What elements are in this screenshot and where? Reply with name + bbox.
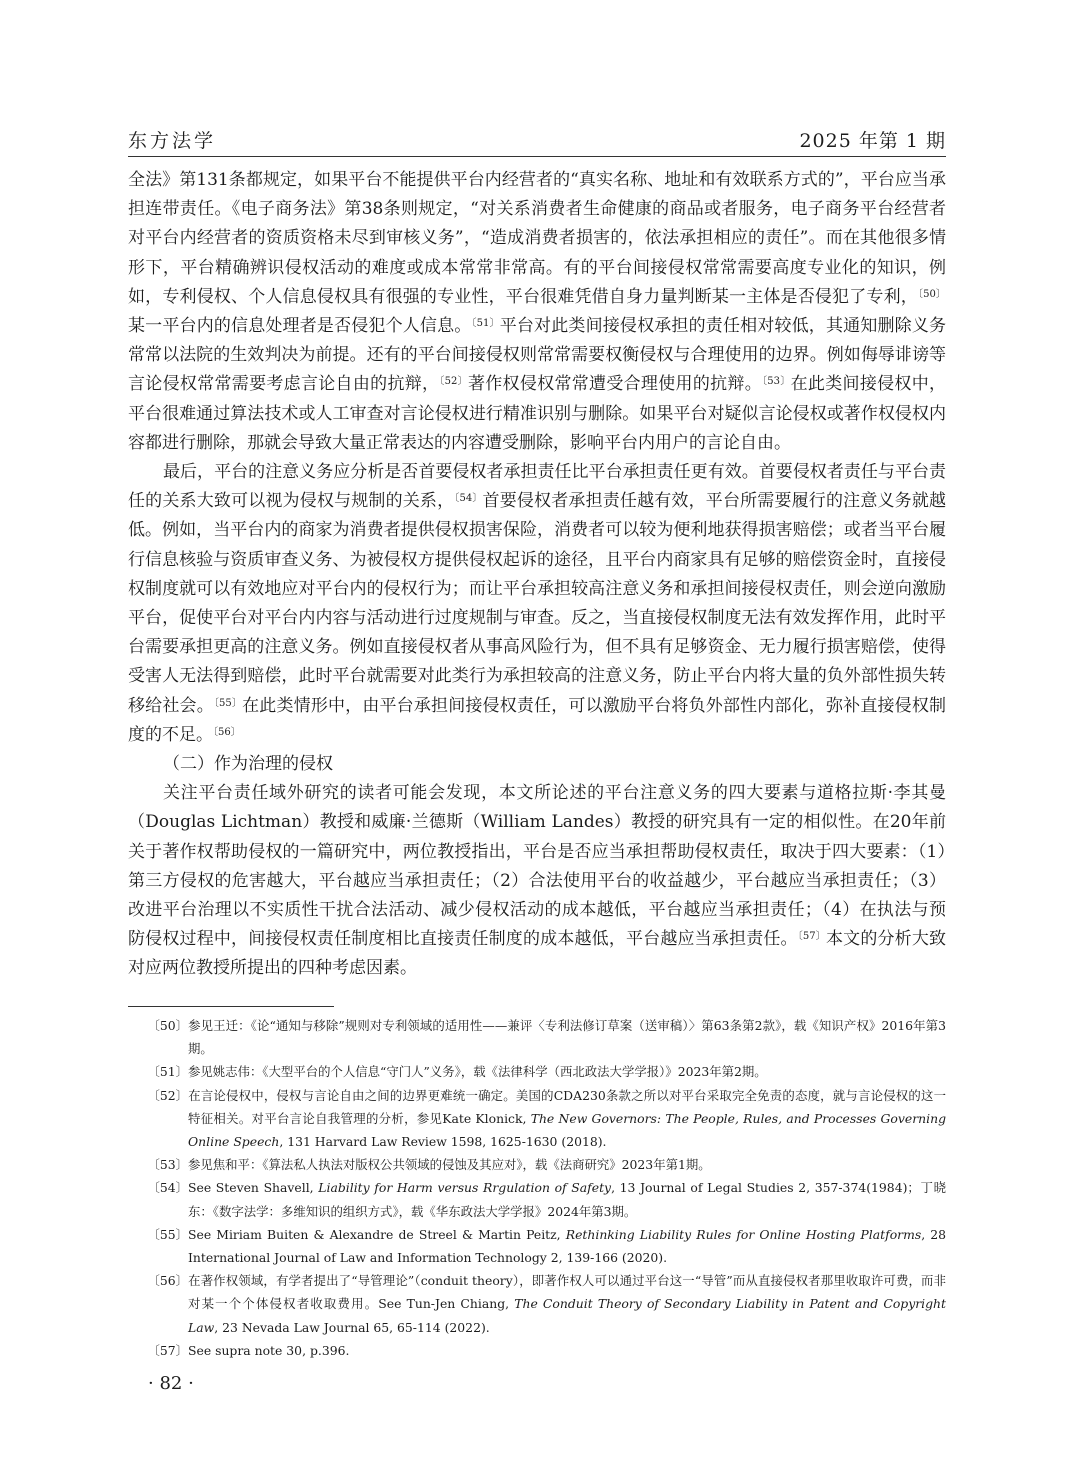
italic-title: The New Governors: The People, Rules, and Processes Governing Online Speech — [188, 1110, 947, 1150]
text-run: 最后，平台的注意义务应分析是否首要侵权者承担责任比平台承担责任更有效。首要侵权者责任与平台责任的关系大致可以视为侵权与规制的关系， — [128, 462, 946, 512]
footnote-ref[interactable]: 〔50〕 — [917, 288, 946, 300]
footnote-ref[interactable]: 〔56〕 — [213, 726, 241, 738]
text-run: 在此类情形中，由平台承担间接侵权责任，可以激励平台将负外部性内部化，弥补直接侵权制度的不足。 — [128, 695, 947, 745]
footnote — [128, 1269, 946, 1339]
footnote — [128, 1223, 946, 1269]
italic-title: Rethinking Liability Rules for Online Hosting Platforms — [565, 1226, 922, 1242]
paragraph — [128, 779, 946, 983]
text-run: 全法》第131条都规定，如果平台不能提供平台内经营者的“真实名称、地址和有效联系方式的”，平台应当承担连带责任。《电子商务法》第38条则规定，“对关系消费者生命健康的商品或者服务，电子商务平台经营者对平台内经营者的资质资格未尽到审核义务”，“造成消费者损害的，依法承担相应的责任”。而在其他很多情形下，平台精确辨识侵权活动的难度或成本常常非常高。有的平台间接侵权常常需要高度专业化的知识，例如，专利侵权、个人信息侵权具有很强的专业性，平台很难凭借自身力量判断某一主体是否侵犯了专利， — [128, 170, 946, 307]
text-run: 在言论侵权中，侵权与言论自由之间的边界更难统一确定。美国的CDA230条款之所以对平台采取完全免责的态度，就与言论侵权的这一特征相关。对平台言论自我管理的分析，参见Kate Klonick, — [188, 1087, 946, 1126]
footnote-label: 〔55〕 — [147, 1226, 188, 1242]
text-run: , 23 Nevada Law Journal 65, 65-114 (2022). — [214, 1319, 490, 1335]
footnote-ref[interactable]: 〔53〕 — [762, 376, 791, 388]
footnote-label: 〔51〕 — [147, 1064, 188, 1080]
text-run: See Steven Shavell, — [188, 1180, 319, 1196]
issue-label: 2025 年第 1 期 — [799, 130, 946, 152]
footnote-ref[interactable]: 〔57〕 — [797, 931, 826, 943]
footnote — [128, 1153, 946, 1176]
text-run: 首要侵权者承担责任越有效，平台所需要履行的注意义务就越低。例如，当平台内的商家为消费者提供侵权损害保险，消费者可以较为便利地获得损害赔偿；或者当平台履行信息核验与资质审查义务、为被侵权方提供侵权起诉的途径，且平台内商家具有足够的赔偿资金时，直接侵权制度就可以有效地应对平台内的侵权行为；而让平台承担较高注意义务和承担间接侵权责任，则会逆向激励平台，促使平台对平台内内容与活动进行过度规制与审查。反之，当直接侵权制度无法有效发挥作用，此时平台需要承担更高的注意义务。例如直接侵权者从事高风险行为，但不具有足够资金、无力履行损害赔偿，使得受害人无法得到赔偿，此时平台就需要对此类行为承担较高的注意义务，防止平台内将大量的负外部性损失转移给社会。 — [128, 491, 947, 716]
footnotes — [128, 1014, 946, 1362]
text-run: 本文的分析大致对应两位教授所提出的四种考虑因素。 — [128, 929, 947, 979]
text-run: , 13 Journal of Legal Studies 2, 357-374(1984)；丁晓东：《数字法学：多维知识的组织方式》，载《华东政法大学学报》2024年第3期。 — [188, 1180, 947, 1219]
text-run: 参见焦和平：《算法私人执法对版权公共领域的侵蚀及其应对》，载《法商研究》2023年第1期。 — [188, 1157, 711, 1173]
footnote-ref[interactable]: 〔51〕 — [471, 318, 500, 330]
footnote — [128, 1084, 946, 1154]
footnote-label: 〔56〕 — [147, 1273, 188, 1289]
text-run: 参见王迁：《论“通知与移除”规则对专利领域的适用性——兼评〈专利法修订草案（送审稿）〉第63条第2款》，载《知识产权》2016年第3期。 — [188, 1018, 946, 1057]
text-run: 某一平台内的信息处理者是否侵犯个人信息。 — [128, 316, 472, 337]
italic-title: The Conduit Theory of Secondary Liability in Patent and Copyright Law — [188, 1296, 946, 1335]
page-number: · 82 · — [148, 1373, 194, 1394]
footnote-label: 〔52〕 — [147, 1087, 188, 1103]
text-run: See Miriam Buiten & Alexandre de Streel & Martin Peitz, — [188, 1226, 566, 1242]
footnote-label: 〔53〕 — [147, 1157, 188, 1173]
header-rule — [128, 156, 946, 157]
text-run: 在著作权领域，有学者提出了“导管理论”（conduit theory），即著作权人可以通过平台这一“导管”而从直接侵权者那里收取许可费，而非对某一个个体侵权者收取费用。See Tun-Jen Chiang, — [188, 1273, 946, 1312]
italic-title: Liability for Harm versus Rrgulation of Safety — [318, 1180, 612, 1196]
paragraph — [128, 166, 946, 458]
text-run: 平台对此类间接侵权承担的责任相对较低，其通知删除义务常常以法院的生效判决为前提。还有的平台间接侵权则常常需要权衡侵权与合理使用的边界。例如侮辱诽谤等言论侵权常常需要考虑言论自由的抗辩， — [128, 316, 947, 395]
footnote-ref[interactable]: 〔55〕 — [213, 697, 243, 709]
footnote — [128, 1060, 946, 1083]
journal-name: 东方法学 — [128, 130, 217, 152]
footnote-label: 〔50〕 — [147, 1018, 188, 1033]
footnote — [128, 1176, 946, 1222]
section-subheading: （二）作为治理的侵权 — [163, 754, 333, 775]
footnote-ref[interactable]: 〔54〕 — [454, 493, 483, 505]
main-text — [128, 166, 946, 984]
footnote-label: 〔57〕 — [147, 1342, 188, 1358]
text-run: 关注平台责任域外研究的读者可能会发现，本文所论述的平台注意义务的四大要素与道格拉斯·李其曼（Douglas Lichtman）教授和威廉·兰德斯（William Landes）教授的研究具有一定的相似性。在20年前关于著作权帮助侵权的一篇研究中，两位教授指出，平台是否应当承担帮助侵权责任，取决于四大要素：（1）第三方侵权的危害越大，平台越应当承担责任；（2）合法使用平台的收益越少，平台越应当承担责任；（3）改进平台治理以不实质性干扰合法活动、减少侵权活动的成本越低，平台越应当承担责任；（4）在执法与预防侵权过程中，间接侵权责任制度相比直接责任制度的成本越低，平台越应当承担责任。 — [128, 783, 946, 950]
text-run: 著作权侵权常常遭受合理使用的抗辩。 — [467, 374, 763, 395]
paragraph-group-2 — [128, 779, 946, 983]
text-run: 在此类间接侵权中，平台很难通过算法技术或人工审查对言论侵权进行精准识别与删除。如果平台对疑似言论侵权或著作权侵权内容都进行删除，那就会导致大量正常表达的内容遭受删除，影响平台内用户的言论自由。 — [128, 374, 947, 453]
text-run: , 131 Harvard Law Review 1598, 1625-1630 (2018). — [279, 1134, 607, 1150]
footnote-ref[interactable]: 〔52〕 — [439, 376, 468, 388]
footnote-label: 〔54〕 — [147, 1180, 188, 1196]
footnote — [128, 1014, 946, 1060]
paragraph-group-1 — [128, 166, 946, 750]
text-run: 参见姚志伟：《大型平台的个人信息“守门人”义务》，载《法律科学（西北政法大学学报）》2023年第2期。 — [188, 1064, 767, 1080]
footnote — [128, 1339, 946, 1362]
text-run: , 28 International Journal of Law and Information Technology 2, 139-166 (2020). — [188, 1226, 946, 1266]
paragraph — [128, 458, 946, 750]
running-header — [128, 122, 946, 158]
footnote-rule — [128, 1006, 334, 1007]
text-run: See supra note 30, p.396. — [188, 1342, 350, 1358]
